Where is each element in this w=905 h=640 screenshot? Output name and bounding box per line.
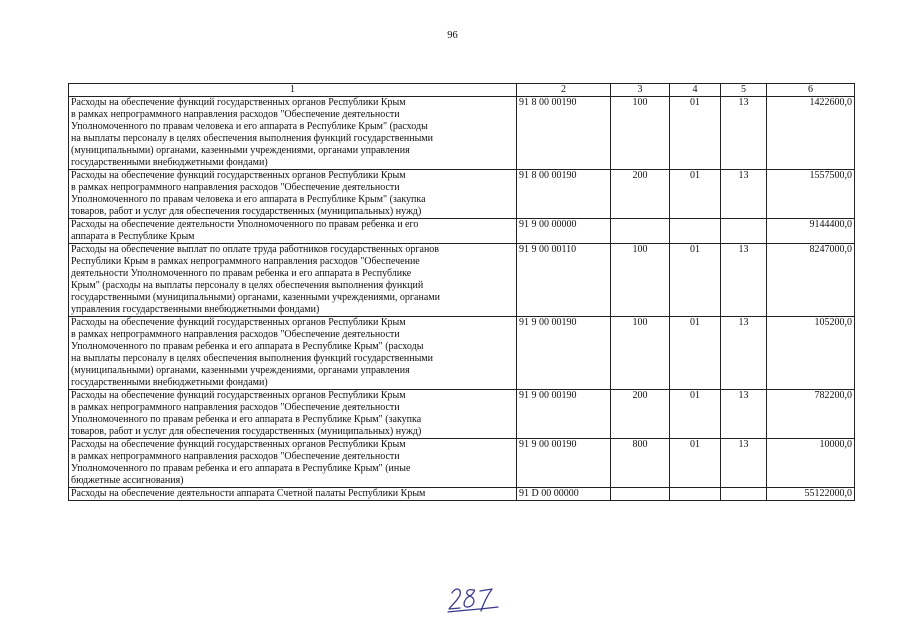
row-section [670, 488, 721, 501]
page-number: 96 [447, 30, 458, 41]
header-col-1: 1 [69, 84, 517, 97]
row-name: Расходы на обеспечение деятельности аппарата Счетной палаты Республики Крым [69, 488, 517, 501]
row-code: 91 9 00 00190 [517, 390, 611, 439]
header-col-6: 6 [767, 84, 855, 97]
row-name: Расходы на обеспечение функций государственных органов Республики Крым в рамках непрограммного направления расходов "Обеспечение деятельности Уполномоченного по правам человека и его аппарата в Республике Крым" (расходы на выплаты персоналу в целях обеспечения выполнения функций государственными (муниципальными) органами, казенными учреждениями, органами управления государственными внебюджетными фондами) [69, 97, 517, 170]
row-section: 01 [670, 97, 721, 170]
table-row [69, 97, 855, 170]
table-row [69, 244, 855, 317]
table-row [69, 170, 855, 219]
row-code: 91 9 00 00190 [517, 439, 611, 488]
row-subsection [721, 219, 767, 244]
row-amount: 105200,0 [767, 317, 855, 390]
row-amount: 8247000,0 [767, 244, 855, 317]
row-amount: 10000,0 [767, 439, 855, 488]
row-section: 01 [670, 390, 721, 439]
table-row [69, 488, 855, 501]
table-row [69, 439, 855, 488]
row-name: Расходы на обеспечение функций государственных органов Республики Крым в рамках непрограммного направления расходов "Обеспечение деятельности Уполномоченного по правам человека и его аппарата в Республике Крым" (закупка товаров, работ и услуг для обеспечения государственных (муниципальных) нужд) [69, 170, 517, 219]
row-section: 01 [670, 317, 721, 390]
row-name: Расходы на обеспечение выплат по оплате труда работников государственных органов Республики Крым в рамках непрограммного направления расходов "Обеспечение деятельности Уполномоченного по правам ребенка и его аппарата в Республике Крым" (расходы на выплаты персоналу в целях обеспечения выполнения функций государственными (муниципальными) органами, казенными учреждениями, органами управления государственными внебюджетными фондами) [69, 244, 517, 317]
row-code: 91 D 00 00000 [517, 488, 611, 501]
table-row [69, 390, 855, 439]
row-subsection [721, 488, 767, 501]
row-expense-type: 100 [611, 317, 670, 390]
table-header-row [69, 84, 855, 97]
header-col-4: 4 [670, 84, 721, 97]
handwritten-signature [446, 584, 506, 614]
row-expense-type: 800 [611, 439, 670, 488]
header-col-5: 5 [721, 84, 767, 97]
row-amount: 782200,0 [767, 390, 855, 439]
row-subsection: 13 [721, 97, 767, 170]
row-expense-type: 200 [611, 170, 670, 219]
row-amount: 1557500,0 [767, 170, 855, 219]
row-subsection: 13 [721, 439, 767, 488]
row-name: Расходы на обеспечение функций государственных органов Республики Крым в рамках непрограммного направления расходов "Обеспечение деятельности Уполномоченного по правам ребенка и его аппарата в Республике Крым" (расходы на выплаты персоналу в целях обеспечения выполнения функций государственными (муниципальными) органами, казенными учреждениями, органами управления государственными внебюджетными фондами) [69, 317, 517, 390]
row-subsection: 13 [721, 390, 767, 439]
row-amount: 9144400,0 [767, 219, 855, 244]
row-name: Расходы на обеспечение деятельности Уполномоченного по правам ребенка и его аппарата в Республике Крым [69, 219, 517, 244]
row-code: 91 8 00 00190 [517, 170, 611, 219]
row-name: Расходы на обеспечение функций государственных органов Республики Крым в рамках непрограммного направления расходов "Обеспечение деятельности Уполномоченного по правам ребенка и его аппарата в Республике Крым" (иные бюджетные ассигнования) [69, 439, 517, 488]
table-row [69, 219, 855, 244]
row-expense-type: 100 [611, 244, 670, 317]
row-code: 91 9 00 00000 [517, 219, 611, 244]
row-section: 01 [670, 244, 721, 317]
row-code: 91 9 00 00190 [517, 317, 611, 390]
row-section [670, 219, 721, 244]
row-expense-type: 200 [611, 390, 670, 439]
row-name: Расходы на обеспечение функций государственных органов Республики Крым в рамках непрограммного направления расходов "Обеспечение деятельности Уполномоченного по правам ребенка и его аппарата в Республике Крым" (закупка товаров, работ и услуг для обеспечения государственных (муниципальных) нужд) [69, 390, 517, 439]
header-col-3: 3 [611, 84, 670, 97]
row-subsection: 13 [721, 170, 767, 219]
row-section: 01 [670, 439, 721, 488]
table-row [69, 317, 855, 390]
header-col-2: 2 [517, 84, 611, 97]
row-code: 91 8 00 00190 [517, 97, 611, 170]
row-expense-type: 100 [611, 97, 670, 170]
row-subsection: 13 [721, 317, 767, 390]
budget-table [68, 83, 855, 501]
row-section: 01 [670, 170, 721, 219]
row-amount: 55122000,0 [767, 488, 855, 501]
row-amount: 1422600,0 [767, 97, 855, 170]
row-expense-type [611, 488, 670, 501]
row-expense-type [611, 219, 670, 244]
row-code: 91 9 00 00110 [517, 244, 611, 317]
row-subsection: 13 [721, 244, 767, 317]
